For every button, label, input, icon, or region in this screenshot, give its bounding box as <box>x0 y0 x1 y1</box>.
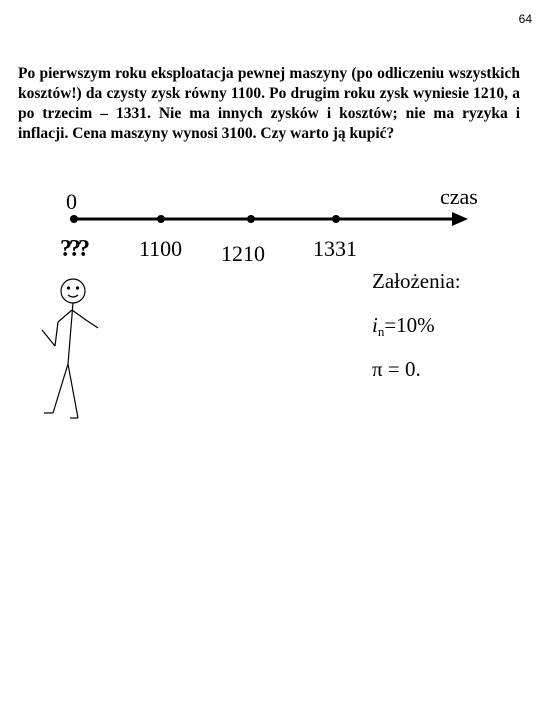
tick-dot-3 <box>332 215 340 223</box>
profit-year-2: 1210 <box>221 241 265 266</box>
time-axis-label: czas <box>440 184 478 209</box>
rate-subscript: n <box>377 324 385 339</box>
profit-year-1: 1100 <box>139 236 183 261</box>
axis-arrowhead <box>452 212 468 226</box>
stick-figure <box>42 279 98 418</box>
tick-dot-1 <box>157 215 165 223</box>
rate-symbol: i <box>372 313 378 337</box>
problem-statement: Po pierwszym roku eksploatacja pewnej maszyny (po odliczeniu wszystkich kosztów!) da czysty zysk równy 1100. Po drugim roku zysk wyniesie 1210, a po trzecim – 1331. Nie ma innych zysków i kosztów; nie ma ryzyka i inflacji. Cena maszyny wynosi 3100. Czy warto ją kupić? <box>18 65 520 142</box>
assumptions-title: Założenia: <box>372 269 461 293</box>
question-marks: ??? <box>60 236 87 262</box>
tick-dot-0 <box>70 215 78 223</box>
tick-dot-2 <box>247 215 255 223</box>
interest-rate-assumption <box>372 315 435 338</box>
rate-value: =10% <box>384 313 435 337</box>
timeline-start-label: 0 <box>66 189 77 214</box>
page-number: 64 <box>518 12 532 26</box>
profit-year-3: 1331 <box>313 236 357 261</box>
inflation-assumption: π = 0. <box>372 357 421 381</box>
figure-head <box>61 279 85 303</box>
